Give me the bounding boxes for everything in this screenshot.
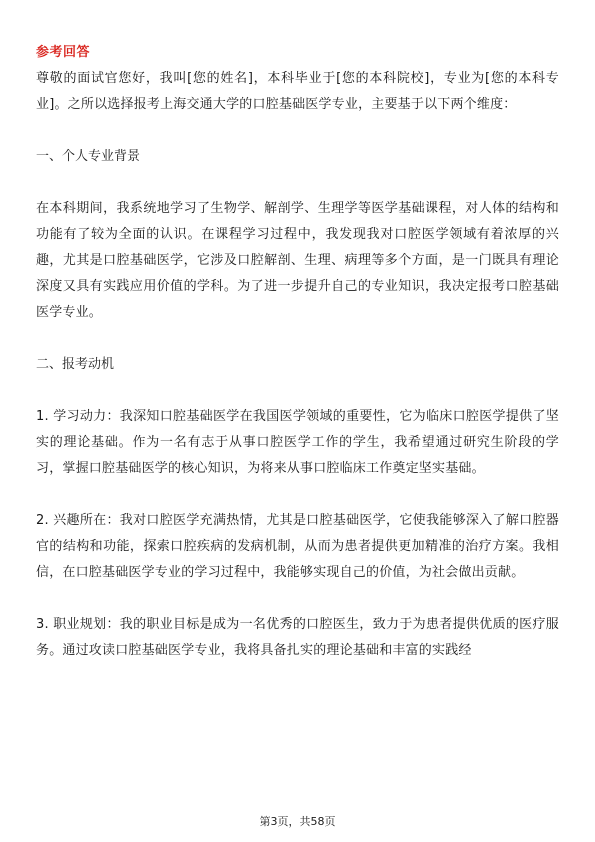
motivation-item-1: 1. 学习动力：我深知口腔基础医学在我国医学领域的重要性，它为临床口腔医学提供了坚实的理论基础。作为一名有志于从事口腔医学工作的学生，我希望通过研究生阶段的学习，掌握口腔基础医学的核心知识，为将来从事口腔临床工作奠定坚实基础。	[36, 409, 559, 476]
section-1-title: 一、个人专业背景	[36, 149, 141, 164]
spacer	[36, 326, 559, 352]
spacer	[36, 118, 559, 144]
section-2-title: 二、报考动机	[36, 357, 115, 372]
spacer	[36, 170, 559, 196]
page-number-footer: 第3页，共58页	[259, 815, 336, 828]
section-1-body: 在本科期间，我系统地学习了生物学、解剖学、生理学等医学基础课程，对人体的结构和功能有了较为全面的认识。在课程学习过程中，我发现我对口腔医学领域有着浓厚的兴趣，尤其是口腔基础医学，它涉及口腔解剖、生理、病理等多个方面，是一门既具有理论深度又具有实践应用价值的学科。为了进一步提升自己的专业知识，我决定报考口腔基础医学专业。	[36, 201, 559, 320]
spacer	[36, 482, 559, 508]
document-content	[36, 40, 559, 664]
spacer	[36, 586, 559, 612]
intro-paragraph: 尊敬的面试官您好，我叫[您的姓名]，本科毕业于[您的本科院校]，专业为[您的本科专业]。之所以选择报考上海交通大学的口腔基础医学专业，主要基于以下两个维度：	[36, 71, 559, 112]
motivation-item-2: 2. 兴趣所在：我对口腔医学充满热情，尤其是口腔基础医学，它使我能够深入了解口腔器官的结构和功能，探索口腔疾病的发病机制，从而为患者提供更加精准的治疗方案。我相信，在口腔基础医学专业的学习过程中，我能够实现自己的价值，为社会做出贡献。	[36, 513, 559, 580]
answer-heading: 参考回答	[36, 45, 91, 60]
motivation-item-3: 3. 职业规划：我的职业目标是成为一名优秀的口腔医生，致力于为患者提供优质的医疗服务。通过攻读口腔基础医学专业，我将具备扎实的理论基础和丰富的实践经	[36, 617, 559, 658]
spacer	[36, 378, 559, 404]
